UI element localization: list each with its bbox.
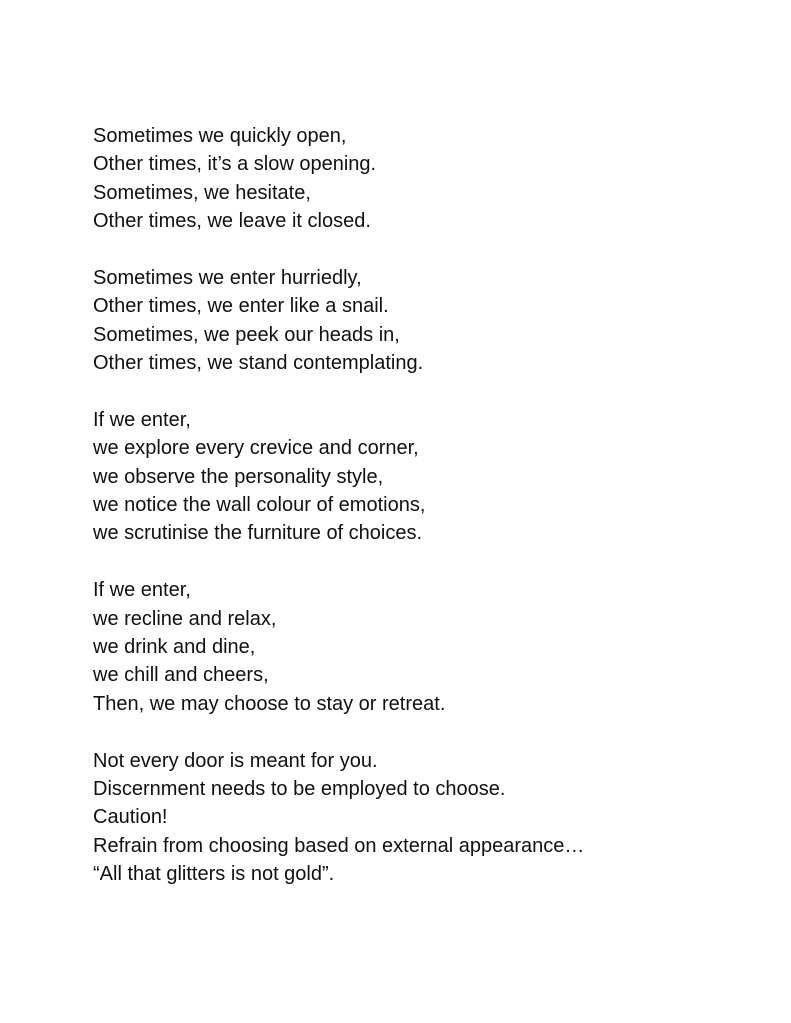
poem-line: Other times, it’s a slow opening.: [93, 153, 377, 176]
poem-line: we recline and relax,: [93, 607, 277, 630]
poem-line: If we enter,: [93, 579, 191, 602]
poem-line: “All that glitters is not gold”.: [93, 863, 335, 886]
stanza-5: [93, 747, 753, 889]
poem-line: we notice the wall colour of emotions,: [93, 494, 426, 517]
poem-line: Caution!: [93, 806, 168, 829]
poem-line: Sometimes, we peek our heads in,: [93, 323, 400, 346]
stanza-1: [93, 122, 753, 236]
poem-line: If we enter,: [93, 408, 191, 431]
poem-line: we explore every crevice and corner,: [93, 437, 419, 460]
poem-line: Sometimes we enter hurriedly,: [93, 266, 362, 289]
poem-line: we scrutinise the furniture of choices.: [93, 522, 423, 545]
poem-line: we chill and cheers,: [93, 664, 269, 687]
poem-line: Other times, we stand contemplating.: [93, 352, 424, 375]
poem-line: Other times, we enter like a snail.: [93, 295, 389, 318]
stanza-2: [93, 264, 753, 378]
poem-line: Then, we may choose to stay or retreat.: [93, 692, 446, 715]
poem-line: Sometimes we quickly open,: [93, 125, 347, 147]
poem-line: Not every door is meant for you.: [93, 749, 378, 772]
poem-line: we observe the personality style,: [93, 465, 384, 488]
stanza-4: [93, 576, 753, 718]
stanza-3: [93, 406, 753, 548]
poem-line: Refrain from choosing based on external appearance…: [93, 834, 585, 857]
poem-line: Other times, we leave it closed.: [93, 210, 371, 233]
poem-line: we drink and dine,: [93, 636, 256, 659]
poem-line: Discernment needs to be employed to choose.: [93, 777, 506, 800]
poem-body: [93, 122, 753, 889]
poem-line: Sometimes, we hesitate,: [93, 181, 311, 204]
